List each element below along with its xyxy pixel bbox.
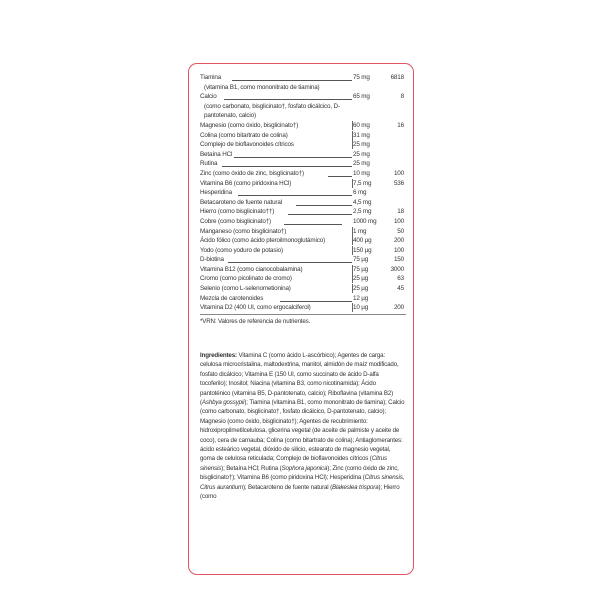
nutrient-row xyxy=(200,217,406,227)
nutrient-detail: (vitamina B1, como mononitrato de tiamina) xyxy=(204,83,320,91)
nutrient-amount: 75 µg xyxy=(353,265,369,273)
nutrient-vrn: 6818 xyxy=(390,74,404,81)
nutrient-amount: 25 mg xyxy=(353,160,370,168)
ingredients-text: ); Tiamina (vitamina B1, como mononitrato de tiamina); Calcio (como carbonato, bisglicinato†, fosfato dicálcico, D-pantotenato, calcio); Magnesio (como óxido, bisglicinato†); Agentes de recubrimiento: hidroxipropilmetilcelulosa, glicerina vegetal (de aceite de palmiste y aceite de coco), cera de carnauba; Colina (como bitartrato de colina); Antiaglomerantes: ácido esteárico vegetal, dióxido de silicio, estearato de magnesio vegetal, goma de celulosa reticulada; Complejo de bioflavonoides cítricos ( xyxy=(200,399,405,463)
nutrient-name: Tiamina xyxy=(200,74,222,81)
nutrient-row xyxy=(200,159,406,169)
nutrient-row xyxy=(200,92,406,121)
nutrient-name: Betaína HCl xyxy=(200,150,233,158)
nutrient-name: Yodo (como yoduro de potasio) xyxy=(200,246,283,254)
nutrient-amount: 65 mg xyxy=(353,93,370,101)
nutrient-row xyxy=(200,207,406,217)
nutrient-vrn: 50 xyxy=(397,227,404,235)
ingredients-paragraph xyxy=(200,351,406,502)
nutrient-row xyxy=(200,73,406,92)
nutrient-detail: (como carbonato, bisglicinato†, fosfato dicálcico, D-pantotenato, calcio) xyxy=(204,102,340,120)
nutrient-amount: 12 µg xyxy=(353,294,369,302)
nutrient-name: Cobre (como bisglicinato†) xyxy=(200,217,271,225)
nutrient-name: Manganeso (como bisglicinato†) xyxy=(200,227,287,235)
dotted-rule xyxy=(222,166,352,167)
dotted-rule xyxy=(228,262,352,263)
nutrient-row xyxy=(200,255,406,265)
nutrient-amount: 25 mg xyxy=(353,141,370,149)
ingredients-text: ); Betacaroteno de fuente natural ( xyxy=(243,483,332,491)
nutrient-table xyxy=(200,73,406,326)
nutrient-name: Mezcla de carotenoides xyxy=(200,294,264,302)
ingredients-species: Blakeslea trispora xyxy=(332,483,379,491)
dotted-rule xyxy=(232,80,352,81)
nutrient-amount: 6 mg xyxy=(353,189,367,197)
nutrient-name: Betacaroteno de fuente natural xyxy=(200,198,282,206)
nutrient-name: Vitamina B12 (como cianocobalamina) xyxy=(200,265,303,273)
nutrient-row xyxy=(200,150,406,160)
dotted-rule xyxy=(284,224,342,225)
nutrient-vrn: 100 xyxy=(393,246,404,254)
nutrient-row xyxy=(200,284,406,294)
vrn-footnote: *VRN: Valores de referencia de nutrientes. xyxy=(200,317,311,325)
nutrient-name: Colina (como bitartrato de colina) xyxy=(200,131,288,139)
nutrient-name: Cromo (como picolinato de cromo) xyxy=(200,275,292,283)
nutrient-amount: 1 mg xyxy=(353,227,367,235)
dotted-rule xyxy=(280,301,352,302)
nutrient-name: Vitamina B6 (como piridoxina HCl) xyxy=(200,179,292,187)
nutrient-row xyxy=(200,294,406,304)
ingredients-text: ); Betaína HCl; Rutina ( xyxy=(221,464,282,472)
nutrient-name: Calcio xyxy=(200,93,217,101)
nutrient-amount: 75 mg xyxy=(353,74,370,81)
nutrient-amount: 25 µg xyxy=(353,275,369,283)
dotted-rule xyxy=(288,214,352,215)
ingredients-heading: Ingredientes: xyxy=(200,352,237,359)
nutrient-vrn: 200 xyxy=(393,237,404,245)
nutrient-row xyxy=(200,236,406,246)
nutrient-vrn: 150 xyxy=(393,256,404,264)
ingredients-species: Citrus sinensis xyxy=(200,455,387,472)
nutrient-amount: 4,5 mg xyxy=(353,198,372,206)
ingredients-species: Sophora japonica xyxy=(281,464,328,472)
nutrient-vrn: 45 xyxy=(397,285,404,293)
nutrient-vrn: 8 xyxy=(400,93,404,101)
nutrient-amount: 400 µg xyxy=(353,237,372,245)
nutrient-row xyxy=(200,169,406,179)
nutrient-vrn: 16 xyxy=(397,121,404,129)
nutrient-row xyxy=(200,140,406,150)
ingredients-text: Vitamina C (como ácido L-ascórbico); Agentes de carga: celulosa microcristalina, maltodextrina, manitol, almidón de maíz modificado, fosfato dicálcico; Vitamina E (150 UI, como succinato de ácido D-alfa tocoferilo); Inositol; Niacina (vitamina B3, como nicotinamida); Ácido pantoténico (vitamina B5, D-pantotenato, calcio); Riboflavina (vitamina B2) ( xyxy=(200,352,399,407)
nutrient-name: Vitamina D2 (400 UI, como ergocalciferol) xyxy=(200,304,311,312)
nutrient-name: Selenio (como L-selenometionina) xyxy=(200,285,291,293)
nutrient-amount: 7,5 mg xyxy=(353,179,372,187)
dotted-rule xyxy=(238,195,352,196)
nutrient-amount: 25 mg xyxy=(353,150,370,158)
ingredients-text: ); Hierro (como xyxy=(200,483,400,501)
ingredients-text: ); Zinc (como óxido de zinc, bisglicinato†); Vitamina B6 (como piridoxina HCl); Hesperidina ( xyxy=(200,464,399,482)
nutrient-name: Magnesio (como óxido, bisglicinato†) xyxy=(200,121,299,129)
dotted-rule xyxy=(234,157,352,158)
nutrient-vrn: 200 xyxy=(393,304,404,312)
nutrient-amount: 10 µg xyxy=(353,304,369,312)
nutrient-row xyxy=(200,121,406,131)
nutrient-amount: 10 mg xyxy=(353,169,370,177)
ingredients-species: Ashbya gossypii xyxy=(201,399,245,407)
nutrient-name: Complejo de bioflavonoides cítricos xyxy=(200,141,294,149)
nutrient-amount: 2,5 mg xyxy=(353,208,372,216)
nutrient-row xyxy=(200,303,406,313)
ingredients-species: Citrus sinensis, Citrus aurantium xyxy=(200,474,405,491)
nutrient-vrn: 3000 xyxy=(390,265,404,273)
nutrient-amount: 1000 mg xyxy=(353,217,377,225)
nutrient-name: Hesperidina xyxy=(200,189,232,197)
nutrient-amount: 25 µg xyxy=(353,285,369,293)
nutrient-vrn: 536 xyxy=(393,179,404,187)
nutrient-name: Hierro (como bisglicinato††) xyxy=(200,208,275,216)
dotted-rule xyxy=(296,205,352,206)
nutrient-row xyxy=(200,131,406,141)
nutrient-amount: 31 mg xyxy=(353,131,370,139)
dotted-rule xyxy=(224,99,352,100)
nutrient-name: Ácido fólico (como ácido pteroilmonoglutámico) xyxy=(200,237,326,245)
nutrient-vrn: 100 xyxy=(393,217,404,225)
nutrient-row xyxy=(200,246,406,256)
nutrient-vrn: 100 xyxy=(393,169,404,177)
nutrient-row xyxy=(200,265,406,275)
dotted-rule xyxy=(328,176,352,177)
section-divider xyxy=(200,314,406,315)
nutrient-row xyxy=(200,188,406,198)
nutrient-amount: 75 µg xyxy=(353,256,369,264)
nutrient-amount: 60 mg xyxy=(353,121,370,129)
nutrient-row xyxy=(200,198,406,208)
nutrient-name: Zinc (como óxido de zinc, bisglicinato†) xyxy=(200,169,304,177)
nutrient-row xyxy=(200,274,406,284)
nutrient-row xyxy=(200,179,406,189)
nutrient-vrn: 18 xyxy=(397,208,404,216)
nutrient-name: Rutina xyxy=(200,160,218,168)
nutrient-vrn: 63 xyxy=(397,275,404,283)
nutrient-amount: 150 µg xyxy=(353,246,372,254)
nutrient-row xyxy=(200,227,406,237)
nutrient-name: D-biotina xyxy=(200,256,224,264)
